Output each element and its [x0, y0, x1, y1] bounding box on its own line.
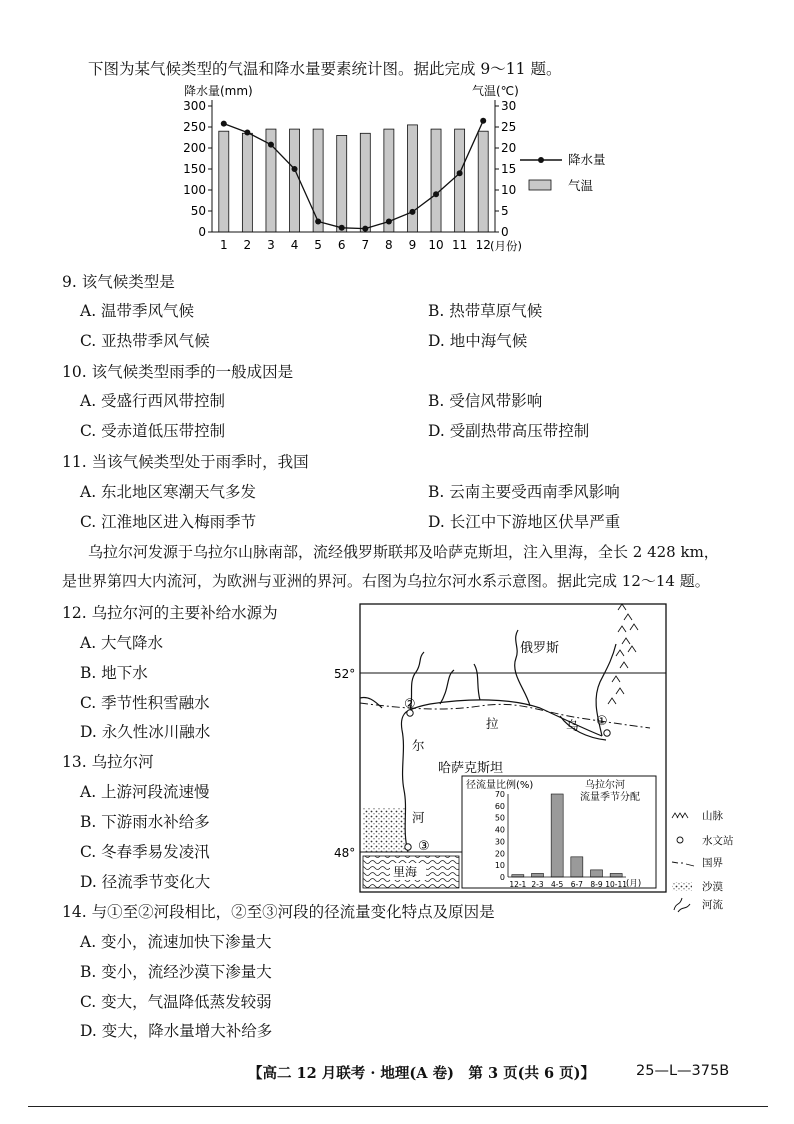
x-tick-label: 2: [243, 238, 252, 252]
river-legend-icon: [674, 898, 690, 912]
q12-option-a[interactable]: A. 大气降水: [80, 634, 164, 652]
desert-legend-icon: [672, 882, 692, 891]
lat-52-label: 52°: [334, 667, 356, 681]
precip-line: [224, 121, 483, 229]
inset-y-tick-label: 30: [494, 837, 505, 847]
climate-chart: [170, 82, 630, 262]
y-right-tick-label: 0: [501, 225, 509, 239]
q10-option-b[interactable]: B. 受信风带影响: [428, 392, 543, 410]
inset-x-tick-label: 10-11: [605, 880, 628, 889]
inset-y-tick-label: 10: [494, 861, 505, 871]
q12-option-c[interactable]: C. 季节性积雪融水: [80, 694, 210, 712]
intro2-line2: 是世界第四大内流河，为欧洲与亚洲的界河。右图为乌拉尔河水系示意图。据此完成 12～14 题。: [62, 572, 710, 590]
q14-option-d[interactable]: D. 变大，降水量增大补给多: [80, 1022, 273, 1040]
precip-point: [409, 209, 415, 215]
temp-bar: [313, 129, 323, 232]
temp-bar: [384, 129, 394, 232]
inset-x-tick-label: 12-1: [509, 880, 527, 889]
inset-y-tick-label: 40: [494, 825, 505, 835]
x-tick-label: 6: [337, 238, 346, 252]
x-tick-label: 8: [385, 238, 393, 252]
q14-stem: 14. 与①至②河段相比，②至③河段的径流量变化特点及原因是: [62, 903, 495, 921]
q9-option-c[interactable]: C. 亚热带季风气候: [80, 332, 210, 350]
page-footer: 【高二 12 月联考 · 地理(A 卷) 第 3 页(共 6 页)】: [248, 1065, 596, 1082]
q12-option-d[interactable]: D. 永久性冰川融水: [80, 723, 211, 741]
x-tick-label: 10: [428, 238, 444, 252]
inset-y-tick-label: 70: [494, 790, 505, 799]
legend-temp: 气温: [568, 178, 594, 193]
river-char-2: 拉: [486, 716, 499, 731]
y-left-label: 降水量(mm): [184, 84, 253, 98]
temp-bar: [407, 125, 417, 232]
precip-point: [386, 219, 392, 225]
inset-x-tick-label: 6-7: [570, 880, 583, 889]
inset-title-1: 乌拉尔河: [585, 780, 625, 791]
y-right-tick-label: 25: [501, 120, 517, 134]
inset-x-tick-label: 8-9: [590, 880, 603, 889]
q9-stem: 9. 该气候类型是: [62, 273, 175, 291]
river-char-4: 河: [412, 810, 425, 825]
y-right-label: 气温(℃): [472, 84, 519, 98]
q10-stem: 10. 该气候类型雨季的一般成因是: [62, 363, 294, 381]
station-2-label: ②: [404, 697, 416, 712]
temp-bar: [455, 129, 465, 232]
river-char-3: 尔: [412, 738, 425, 753]
inset-x-unit: (月): [626, 879, 642, 889]
y-left-tick-label: 0: [198, 225, 206, 239]
precip-point: [315, 219, 321, 225]
legend-precip: 降水量: [568, 152, 606, 167]
q13-option-a[interactable]: A. 上游河段流速慢: [80, 783, 210, 801]
inset-y-tick-label: 0: [499, 873, 505, 882]
precip-point: [339, 225, 345, 231]
q14-option-c[interactable]: C. 变大，气温降低蒸发较弱: [80, 993, 272, 1011]
bottom-rule: [28, 1106, 768, 1107]
x-tick-label: 4: [290, 238, 299, 252]
temp-bar: [219, 131, 229, 232]
inset-x-tick-label: 2-3: [531, 880, 544, 889]
q11-option-a[interactable]: A. 东北地区寒潮天气多发: [80, 483, 257, 501]
y-left-tick-label: 50: [190, 204, 206, 218]
precip-point: [433, 191, 439, 197]
x-tick-label: 1: [219, 238, 228, 252]
q11-option-c[interactable]: C. 江淮地区进入梅雨季节: [80, 513, 257, 531]
y-right-tick-label: 15: [501, 162, 517, 176]
q13-option-b[interactable]: B. 下游雨水补给多: [80, 813, 210, 831]
inset-bar: [610, 873, 622, 877]
map-legend: [672, 809, 734, 893]
q10-option-a[interactable]: A. 受盛行西风带控制: [80, 392, 226, 410]
russia-label: 俄罗斯: [520, 641, 560, 656]
lat-48-label: 48°: [334, 846, 356, 860]
precip-point: [457, 170, 463, 176]
intro-text: 下图为某气候类型的气温和降水量要素统计图。据此完成 9～11 题。: [88, 60, 562, 78]
y-left-tick-label: 100: [183, 183, 206, 197]
x-tick-label: 11: [451, 238, 468, 252]
precip-point: [362, 226, 368, 232]
x-tick-label: 9: [408, 238, 417, 252]
legend-station: 水文站: [702, 835, 734, 847]
inset-bar: [571, 857, 583, 877]
inset-title-2: 流量季节分配: [580, 792, 640, 803]
q14-option-b[interactable]: B. 变小，流经沙漠下渗量大: [80, 963, 272, 981]
q10-option-d[interactable]: D. 受副热带高压带控制: [428, 422, 590, 440]
q11-option-d[interactable]: D. 长江中下游地区伏旱严重: [428, 513, 621, 531]
river-legend: [670, 892, 750, 916]
temp-bar: [360, 133, 370, 232]
y-right-tick-label: 5: [501, 204, 509, 218]
q9-option-b[interactable]: B. 热带草原气候: [428, 302, 543, 320]
precip-point: [292, 166, 298, 172]
inset-bar: [532, 873, 544, 877]
temp-bar: [290, 129, 300, 232]
desert-area: [363, 808, 405, 852]
station-1-marker: [604, 730, 610, 736]
ural-river-map: [330, 600, 750, 898]
temp-bar: [431, 129, 441, 232]
inset-bar: [551, 794, 563, 877]
y-left-tick-label: 150: [183, 162, 206, 176]
intro2-line1: 乌拉尔河发源于乌拉尔山脉南部，流经俄罗斯联邦及哈萨克斯坦，注入里海，全长 2 428 km，: [88, 543, 719, 561]
y-right-tick-label: 20: [501, 141, 517, 155]
station-legend-icon: [677, 837, 683, 843]
temp-bar: [242, 133, 252, 232]
paper-code: 25—L—375B: [636, 1063, 730, 1079]
inset-ylabel: 径流量比例(%): [466, 780, 534, 791]
y-left-tick-label: 300: [183, 99, 206, 113]
q10-option-c[interactable]: C. 受赤道低压带控制: [80, 422, 226, 440]
precip-point: [480, 118, 486, 124]
inset-x-tick-label: 4-5: [551, 880, 564, 889]
q12-stem: 12. 乌拉尔河的主要补给水源为: [62, 604, 278, 622]
precip-point: [244, 129, 250, 135]
river-char-1: 乌: [566, 718, 579, 733]
legend-line-marker: [538, 157, 544, 163]
q11-stem: 11. 当该气候类型处于雨季时，我国: [62, 453, 309, 471]
q9-option-a[interactable]: A. 温带季风气候: [80, 302, 195, 320]
y-left-tick-label: 250: [183, 120, 206, 134]
border-legend-icon: [672, 862, 694, 866]
inset-y-tick-label: 50: [494, 813, 505, 823]
x-label: (月份): [490, 239, 522, 253]
inset-bar: [591, 870, 603, 877]
x-tick-label: 5: [314, 238, 322, 252]
mountain-legend-icon: [672, 813, 688, 818]
station-3-label: ③: [418, 839, 430, 854]
q13-stem: 13. 乌拉尔河: [62, 753, 154, 771]
legend-river: 河流: [702, 899, 723, 911]
inset-y-tick-label: 20: [494, 849, 505, 859]
station-3-marker: [405, 844, 411, 850]
q9-option-d[interactable]: D. 地中海气候: [428, 332, 528, 350]
x-tick-label: 12: [475, 238, 491, 252]
station-1-label: ①: [596, 714, 608, 729]
precip-point: [221, 121, 227, 127]
q11-option-b[interactable]: B. 云南主要受西南季风影响: [428, 483, 620, 501]
x-tick-label: 3: [267, 238, 275, 252]
caspian-label: 里海: [393, 865, 418, 879]
q12-option-b[interactable]: B. 地下水: [80, 664, 148, 682]
legend-desert: 沙漠: [702, 881, 723, 893]
legend-border: 国界: [702, 857, 723, 869]
legend-bar-swatch: [529, 180, 551, 190]
y-right-tick-label: 10: [501, 183, 517, 197]
q14-option-a[interactable]: A. 变小，流速加快下渗量大: [80, 933, 272, 951]
legend-mountain: 山脉: [702, 810, 723, 822]
x-tick-label: 7: [361, 238, 370, 252]
inset-y-tick-label: 60: [494, 801, 505, 811]
y-left-tick-label: 200: [183, 141, 206, 155]
kazakhstan-label: 哈萨克斯坦: [438, 761, 504, 776]
y-right-tick-label: 30: [501, 99, 517, 113]
q13-option-c[interactable]: C. 冬春季易发凌汛: [80, 843, 210, 861]
temp-bar: [337, 135, 347, 232]
q13-option-d[interactable]: D. 径流季节变化大: [80, 873, 211, 891]
temp-bar: [478, 131, 488, 232]
precip-point: [268, 142, 274, 148]
